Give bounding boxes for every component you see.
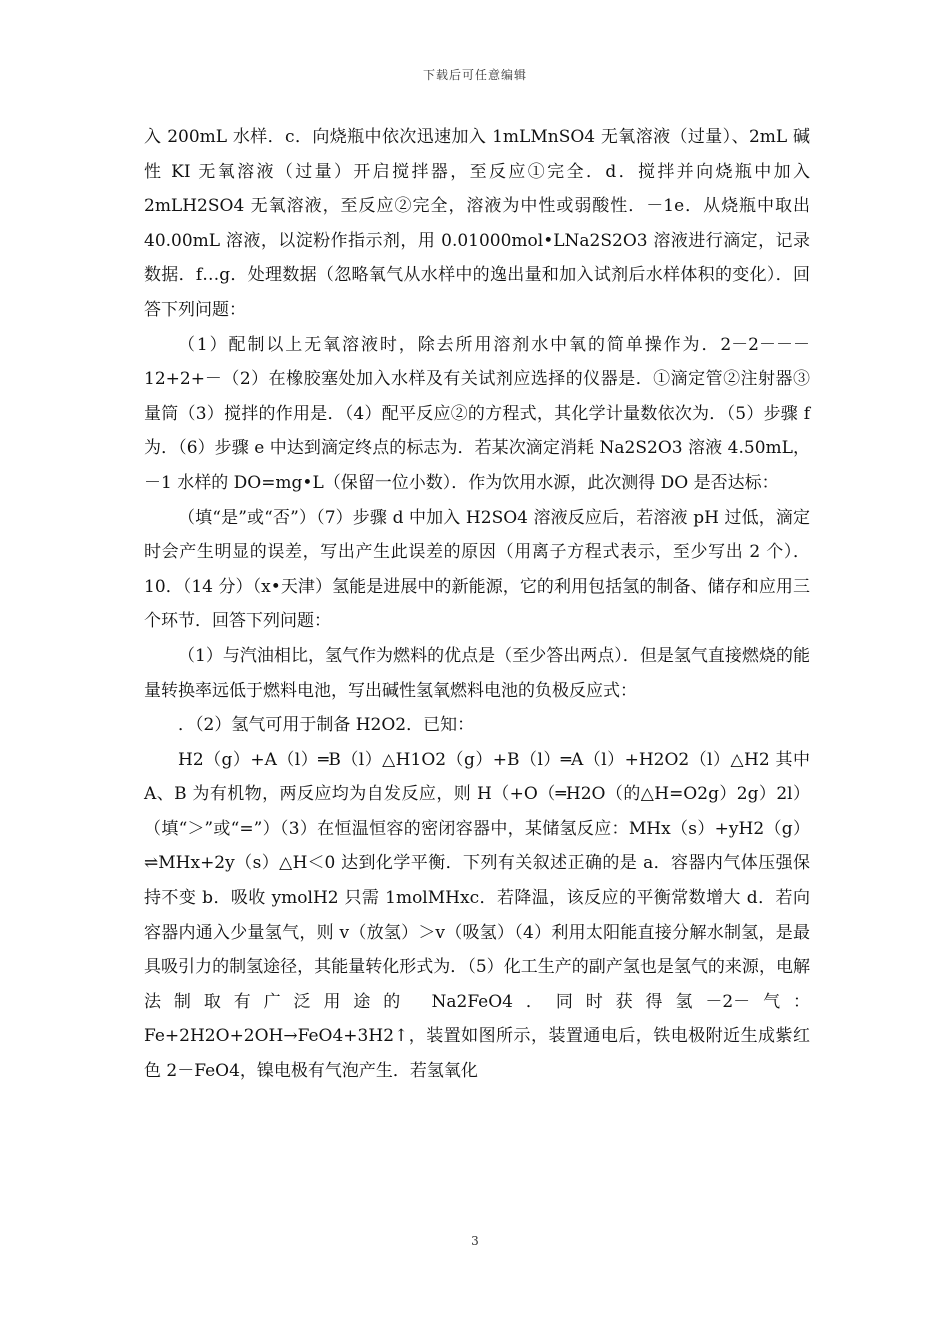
- page-number: 3: [471, 1234, 479, 1248]
- document-body: [144, 120, 810, 1089]
- paragraph-4: ．（2）氢气可用于制备 H2O2．已知：: [178, 715, 475, 736]
- page-header: 下载后可任意编辑: [422, 68, 527, 82]
- paragraph-1: （1）配制以上无氧溶液时，除去所用溶剂水中氧的简单操作为．2－2－－－12+2+－（2）在橡胶塞处加入水样及有关试剂应选择的仪器是．①滴定管②注射器③量筒（3）搅拌的作用是．（4）配平反应②的方程式，其化学计量数依次为．（5）步骤 f 为．（6）步骤 e 中达到滴定终点的标志为．若某次滴定消耗 Na2S2O3 溶液 4.50mL，－1 水样的 DO=mg•L（保留一位小数）．作为饮用水源，此次测得 DO 是否达标：: [144, 334, 810, 493]
- paragraph-3: （1）与汽油相比，氢气作为燃料的优点是（至少答出两点）．但是氢气直接燃烧的能量转换率远低于燃料电池，写出碱性氢氧燃料电池的负极反应式：: [144, 645, 810, 701]
- paragraph-2: （填“是”或“否”）（7）步骤 d 中加入 H2SO4 溶液反应后，若溶液 pH 过低，滴定时会产生明显的误差，写出产生此误差的原因（用离子方程式表示，至少写出 2 个）．10．（14 分）（x•天津）氢能是进展中的新能源，它的利用包括氢的制备、储存和应用三个环节．回答下列问题：: [144, 507, 810, 632]
- paragraph-5: H2（g）+A（l）═B（l）△H1O2（g）+B（l）═A（l）+H2O2（l）△H2 其中 A、B 为有机物，两反应均为自发反应，则 H（+O（═H2O（的△H=O2g）2g）2l）（填“＞”或“=”）（3）在恒温恒容的密闭容器中，某储氢反应：MHx（s）+yH2（g）⇌MHx+2y（s）△H＜0 达到化学平衡．下列有关叙述正确的是 a．容器内气体压强保持不变 b．吸收 ymolH2 只需 1molMHxc．若降温，该反应的平衡常数增大 d．若向容器内通入少量氢气，则 v（放氢）＞v（吸氢）（4）利用太阳能直接分解水制氢，是最具吸引力的制氢途径，其能量转化形式为．（5）化工生产的副产氢也是氢气的来源，电解法制取有广泛用途的 Na2FeO4．同时获得氢－2－气：Fe+2H2O+2OH→FeO4+3H2↑，装置如图所示，装置通电后，铁电极附近生成紫红色 2－FeO4，镍电极有气泡产生．若氢氧化: [144, 749, 810, 1082]
- paragraph-0: 入 200mL 水样．c．向烧瓶中依次迅速加入 1mLMnSO4 无氧溶液（过量）、2mL 碱性 KI 无氧溶液（过量）开启搅拌器，至反应①完全．d．搅拌并向烧瓶中加入 2mLH2SO4 无氧溶液，至反应②完全，溶液为中性或弱酸性．－1e．从烧瓶中取出 40.00mL 溶液，以淀粉作指示剂，用 0.01000mol•LNa2S2O3 溶液进行滴定，记录数据．f…g．处理数据（忽略氧气从水样中的逸出量和加入试剂后水样体积的变化）．回答下列问题：: [144, 127, 810, 320]
